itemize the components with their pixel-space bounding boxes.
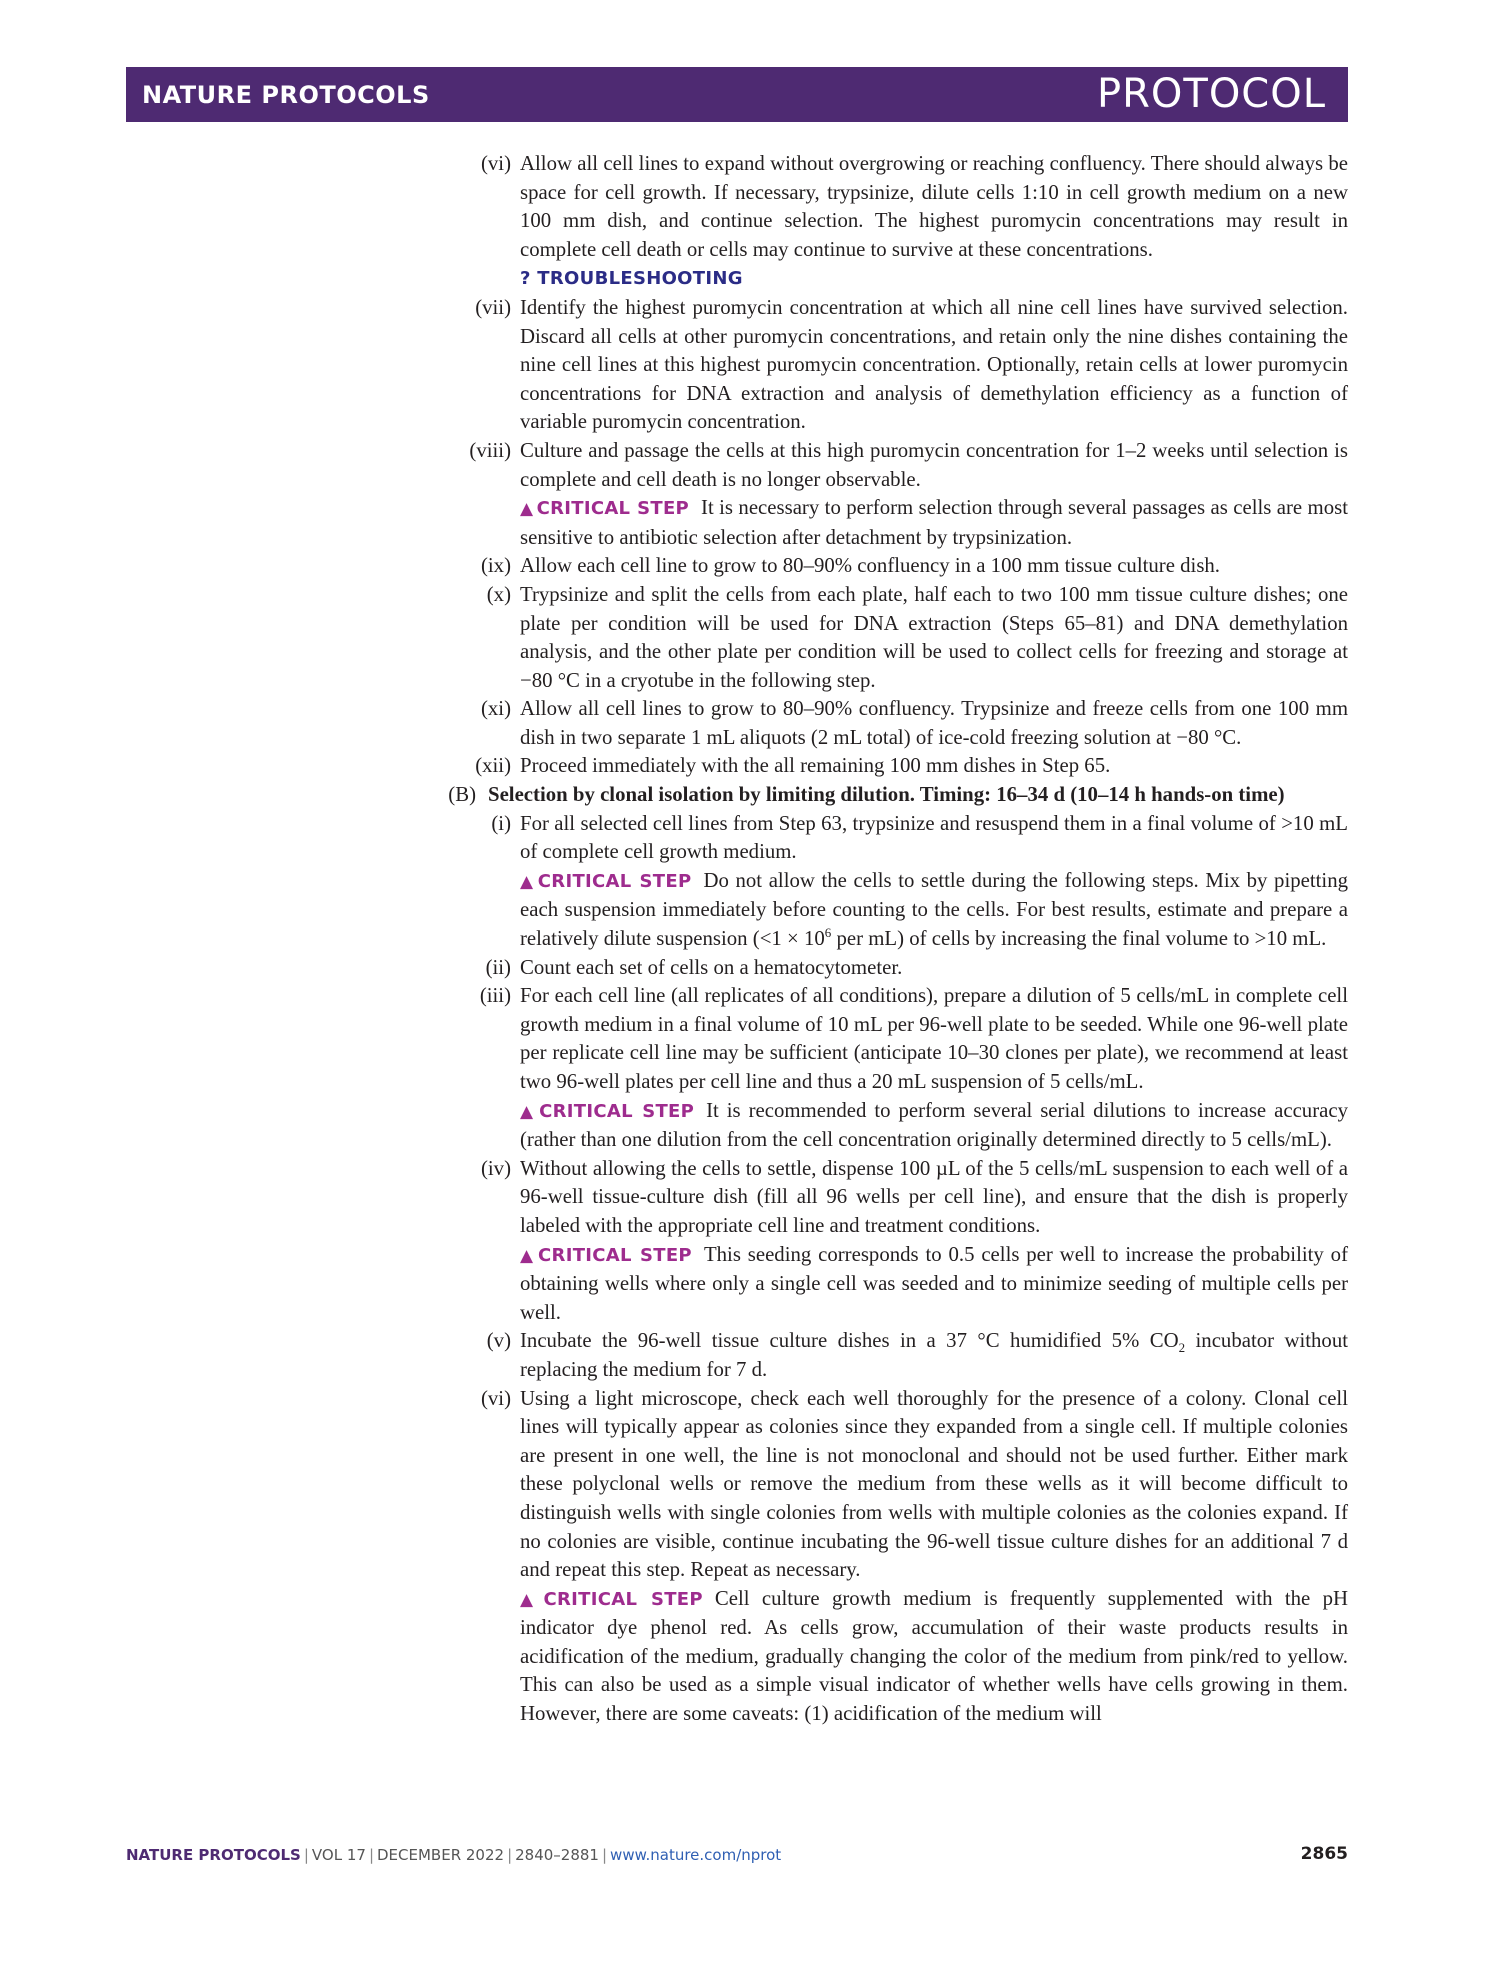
warning-triangle-icon: ▲ <box>520 1245 536 1266</box>
step-text: Incubate the 96-well tissue culture dishes in a 37 °C humidified 5% $CO_2$ incubator without replacing the medium for 7 d. <box>520 1329 1348 1381</box>
step-text: Identify the highest puromycin concentration at which all nine cell lines have survived selection. Discard all cells at other puromycin concentrations, and retain only the nine dishes containing the nine cell lines at this highest puromycin concentration. Optionally, retain cells at lower puromycin concentrations for DNA extraction and analysis of demethylation efficiency as a function of variable puromycin concentration. <box>520 295 1348 434</box>
section-b-heading <box>440 781 1348 810</box>
header-bar <box>126 67 1348 122</box>
step-a-vii <box>440 294 1348 437</box>
step-text: For all selected cell lines from Step 63, trypsinize and resuspend them in a final volume of >10 mL of complete cell growth medium. <box>520 811 1348 864</box>
step-text: Using a light microscope, check each well thoroughly for the presence of a colony. Clonal cell lines will typically appear as colonies since they expanded from a single cell. If multiple colonies are present in one well, the line is not monoclonal and should not be used further. Either mark these polyclonal wells or remove the medium from these wells as it will become difficult to distinguish wells with single colonies from wells with multiple colonies as the colonies expand. If no colonies are visible, continue incubating the 96-well tissue culture dishes for an additional 7 d and repeat this step. Repeat as necessary. <box>520 1386 1348 1582</box>
critical-step-label: ▲ CRITICAL STEP <box>520 1244 692 1266</box>
step-number: (x) <box>486 582 511 606</box>
critical-text: It is recommended to perform several serial dilutions to increase accuracy (rather than one dilution from the cell concentration originally determined directly to 5 cells/mL). <box>520 1098 1348 1152</box>
step-a-xi <box>440 695 1348 752</box>
step-text: Culture and passage the cells at this high puromycin concentration for 1–2 weeks until selection is complete and cell death is no longer observable. <box>520 438 1348 491</box>
step-b-v <box>440 1327 1348 1384</box>
critical-step-label: ▲ CRITICAL STEP <box>520 1588 703 1610</box>
critical-step-note <box>520 867 1348 954</box>
step-text: Allow all cell lines to grow to 80–90% confluency. Trypsinize and freeze cells from one 100 mm dish in two separate 1 mL aliquots (2 mL total) of ice-cold freezing solution at −80 °C. <box>520 697 1348 749</box>
step-text: Trypsinize and split the cells from each plate, half each to two 100 mm tissue culture dishes; one plate per condition will be used for DNA extraction (Steps 65–81) and DNA demethylation analysis, and the other plate per condition will be used to collect cells for freezing and storage at −80 °C in a cryotube in the following step. <box>520 582 1348 692</box>
critical-text: Cell culture growth medium is frequently supplemented with the pH indicator dye phenol red. As cells grow, accumulation of their waste products results in acidification of the medium, gradually changing the color of the medium from pink/red to yellow. This can also be used as a simple visual indicator of whether wells have cells growing in them. However, there are some caveats: (1) acidification of the medium will <box>520 1586 1348 1726</box>
step-number: (ix) <box>480 554 511 578</box>
footer-citation: NATURE PROTOCOLS | VOL 17 | DECEMBER 2022 | 2840–2881 | www.nature.com/nprot <box>126 1846 782 1864</box>
protocol-content <box>440 150 1348 1729</box>
step-number: (v) <box>486 1329 511 1353</box>
step-text: Proceed immediately with the all remaining 100 mm dishes in Step 65. <box>520 754 1111 778</box>
critical-step-note <box>520 1585 1348 1729</box>
step-text: Without allowing the cells to settle, dispense 100 µL of the 5 cells/mL suspension to each well of a 96-well tissue-culture dish (fill all 96 wells per cell line), and ensure that the dish is properly labeled with the appropriate cell line and treatment conditions. <box>520 1156 1348 1237</box>
step-a-vi <box>440 150 1348 294</box>
step-number: (vi) <box>480 152 511 175</box>
step-text: Allow all cell lines to expand without overgrowing or reaching confluency. There should always be space for cell growth. If necessary, trypsinize, dilute cells 1:10 in cell growth medium on a new 100 mm dish, and continue selection. The highest puromycin concentrations may result in complete cell death or cells may continue to survive at these concentrations. <box>520 152 1348 261</box>
step-text: Allow each cell line to grow to 80–90% confluency in a 100 mm tissue culture dish. <box>520 554 1221 578</box>
subscript: 2 <box>1178 1340 1186 1356</box>
footer-date: DECEMBER 2022 <box>377 1846 505 1864</box>
warning-triangle-icon: ▲ <box>520 871 535 892</box>
critical-step-note <box>520 1097 1348 1155</box>
step-a-x <box>440 581 1348 695</box>
step-number: (iii) <box>479 984 511 1008</box>
troubleshooting-link[interactable]: ? TROUBLESHOOTING <box>520 268 743 290</box>
step-b-i <box>440 810 1348 954</box>
critical-step-label: ▲ CRITICAL STEP <box>520 1100 695 1122</box>
journal-name: NATURE PROTOCOLS <box>142 81 430 109</box>
step-number: (xii) <box>475 754 511 778</box>
article-type: PROTOCOL <box>1096 71 1326 117</box>
page-number: 2865 <box>1300 1844 1348 1864</box>
step-number: (viii) <box>469 438 511 462</box>
step-a-ix <box>440 552 1348 581</box>
step-text: For each cell line (all replicates of all conditions), prepare a dilution of 5 cells/mL in complete cell growth medium in a final volume of 10 mL per 96-well plate to be seeded. While one 96-well plate per replicate cell line may be sufficient (anticipate 10–30 clones per plate), we recommend at least two 96-well plates per cell line and thus a 20 mL suspension of 5 cells/mL. <box>520 984 1348 1093</box>
critical-text-cont: per mL) of cells by increasing the final volume to >10 mL. <box>831 927 1327 951</box>
step-b-iii <box>440 982 1348 1155</box>
warning-triangle-icon: ▲ <box>520 499 534 520</box>
critical-text: Do not allow the cells to settle during the following steps. Mix by pipetting each suspension immediately before counting to the cells. For best results, estimate and prepare a relatively dilute suspension (<1 × 10 <box>520 868 1348 951</box>
step-number: (i) <box>491 811 511 835</box>
footer-url-link[interactable]: www.nature.com/nprot <box>610 1846 782 1864</box>
section-title: Selection by clonal isolation by limiting dilution. Timing: 16–34 d (10–14 h hands-on time) <box>488 783 1285 807</box>
step-number: (vi) <box>480 1386 511 1410</box>
step-number: (vii) <box>475 295 511 319</box>
exponent: 6 <box>824 925 832 941</box>
step-b-iv <box>440 1155 1348 1328</box>
critical-step-label: ▲ CRITICAL STEP <box>520 870 692 892</box>
step-number: (xi) <box>480 697 511 721</box>
critical-step-note <box>520 494 1348 552</box>
step-number: (ii) <box>485 955 511 979</box>
step-a-xii <box>440 752 1348 781</box>
critical-step-note <box>520 1241 1348 1328</box>
critical-text: This seeding corresponds to 0.5 cells per well to increase the probability of obtaining wells where only a single cell was seeded and to minimize seeding of multiple cells per well. <box>520 1242 1348 1324</box>
step-number: (iv) <box>480 1156 511 1180</box>
warning-triangle-icon: ▲ <box>520 1589 541 1610</box>
footer-pages: 2840–2881 <box>515 1846 599 1864</box>
step-text: Count each set of cells on a hematocytometer. <box>520 955 903 979</box>
critical-text: It is necessary to perform selection through several passages as cells are most sensitive to antibiotic selection after detachment by trypsinization. <box>520 496 1348 549</box>
warning-triangle-icon: ▲ <box>520 1101 537 1122</box>
section-letter: (B) <box>448 783 476 807</box>
step-b-ii <box>440 954 1348 983</box>
step-a-viii <box>440 437 1348 552</box>
footer-volume: VOL 17 <box>311 1846 366 1864</box>
critical-step-label: ▲ CRITICAL STEP <box>520 498 690 520</box>
footer-journal: NATURE PROTOCOLS <box>126 1846 301 1864</box>
step-b-vi <box>440 1385 1348 1729</box>
